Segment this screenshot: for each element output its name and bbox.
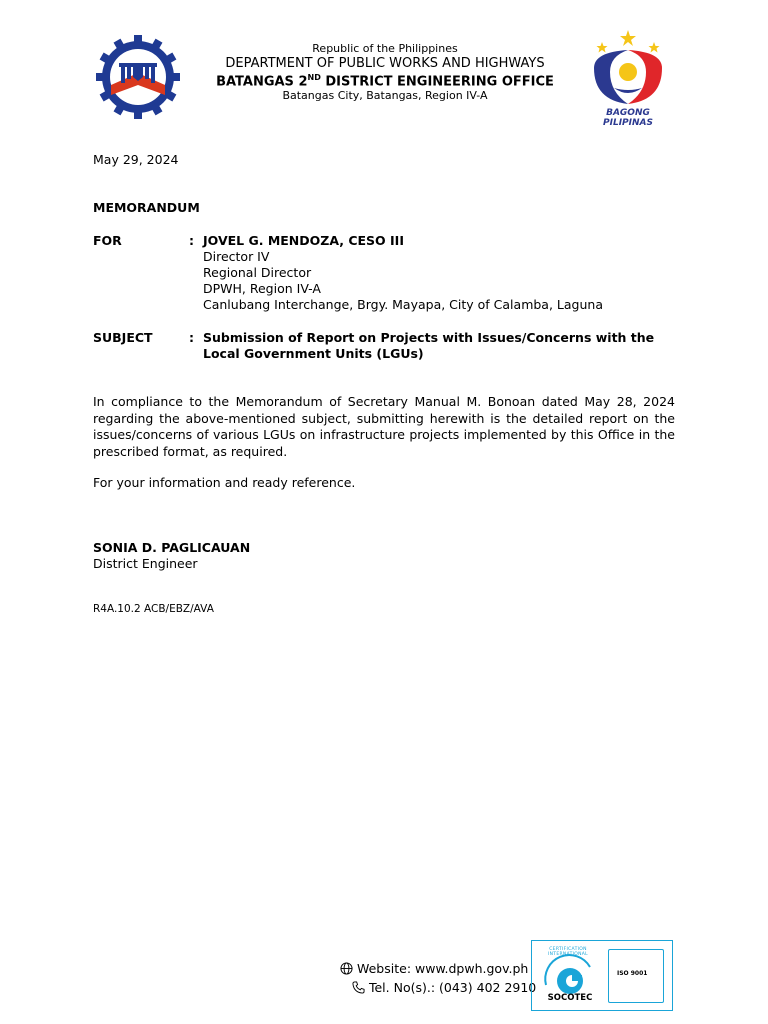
footer-website: [340, 961, 528, 978]
subject-colon: :: [189, 330, 194, 345]
for-label: FOR: [93, 233, 122, 248]
socotec-certification-badge: [531, 940, 673, 1011]
footer-telephone: [352, 980, 536, 997]
phone-icon: [352, 981, 365, 997]
cert-iso-box: [608, 949, 664, 1003]
bagong-pilipinas-logo: [580, 28, 676, 128]
for-colon: :: [189, 233, 194, 248]
signatory-name: SONIA D. PAGLICAUAN: [93, 540, 251, 555]
header-office-pre: BATANGAS 2: [216, 74, 308, 90]
cert-brand: SOCOTEC: [547, 993, 593, 1003]
header-department: DEPARTMENT OF PUBLIC WORKS AND HIGHWAYS: [225, 56, 545, 71]
header-office: [200, 73, 570, 90]
header-republic: Republic of the Philippines: [312, 42, 458, 55]
memo-date: May 29, 2024: [93, 152, 179, 167]
body-paragraph-2: For your information and ready reference.: [93, 475, 356, 490]
header-office-post: DISTRICT ENGINEERING OFFICE: [320, 74, 554, 90]
dpwh-logo: [93, 33, 183, 121]
reference-code: R4A.10.2 ACB/EBZ/AVA: [93, 603, 214, 615]
subject-line-1: Submission of Report on Projects with Issues/Concerns with the: [203, 330, 655, 345]
for-name: JOVEL G. MENDOZA, CESO III: [203, 233, 404, 248]
for-line-3: DPWH, Region IV-A: [203, 281, 321, 296]
for-line-4: Canlubang Interchange, Brgy. Mayapa, City of Calamba, Laguna: [203, 297, 603, 312]
subject-label: SUBJECT: [93, 330, 153, 345]
globe-icon: [340, 962, 353, 978]
header-office-sup: ND: [307, 73, 321, 82]
signatory-title: District Engineer: [93, 556, 198, 571]
subject-line-2: Local Government Units (LGUs): [203, 346, 424, 361]
for-line-2: Regional Director: [203, 265, 312, 280]
telephone-text: Tel. No(s).: (043) 402 2910: [368, 980, 537, 995]
header-address: Batangas City, Batangas, Region IV-A: [282, 89, 488, 102]
bagong-pilipinas-text: BAGONG PILIPINAS: [603, 108, 653, 128]
body-paragraph-1: In compliance to the Memorandum of Secretary Manual M. Bonoan dated May 28, 2024 regarding the above-mentioned subject, submitting herewith is the detailed report on the issues/concerns of various LGUs on infrastructure projects implemented by this Office in the prescribed format, as required.: [93, 394, 675, 459]
for-line-1: Director IV: [203, 249, 270, 264]
website-text: Website: www.dpwh.gov.ph: [356, 961, 529, 976]
cert-iso-text: ISO 9001: [617, 970, 648, 977]
cert-arc-text: CERTIFICATION INTERNATIONAL: [548, 947, 588, 957]
memo-type: MEMORANDUM: [93, 200, 200, 215]
